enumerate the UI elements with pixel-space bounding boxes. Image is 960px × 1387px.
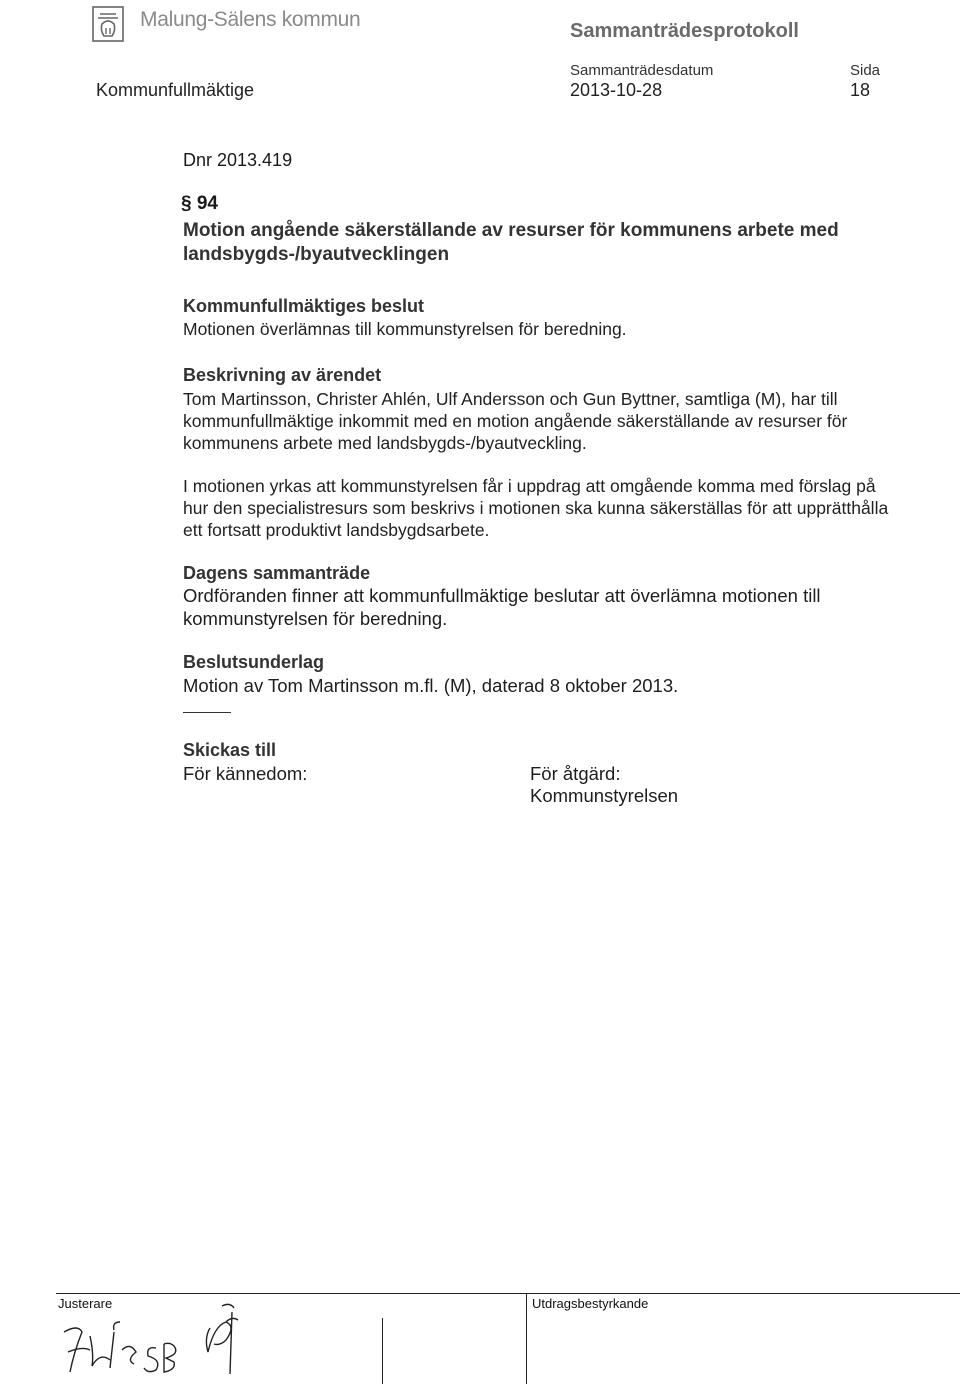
footer-rule — [56, 1293, 960, 1294]
description-heading: Beskrivning av ärendet — [183, 365, 382, 385]
for-action-recipient: Kommunstyrelsen — [530, 785, 679, 806]
meeting-heading: Dagens sammanträde — [183, 563, 371, 583]
sent-to-heading: Skickas till — [183, 740, 277, 760]
case-title: Motion angående säkerställande av resurser för kommunens arbete med landsbygds-/byautvecklingen — [183, 220, 839, 265]
municipality-name: Malung-Sälens kommun — [140, 8, 361, 31]
governing-body: Kommunfullmäktige — [96, 80, 255, 100]
meeting-text: Ordföranden finner att kommunfullmäktige beslutar att överlämna motionen till kommunstyrelsen för beredning. — [183, 585, 821, 629]
paragraph-number: § 94 — [181, 193, 218, 214]
basis-heading: Beslutsunderlag — [183, 652, 325, 672]
handwritten-signatures — [60, 1302, 270, 1384]
meeting-date: 2013-10-28 — [570, 80, 663, 100]
for-info-label: För kännedom: — [183, 763, 308, 784]
description-paragraph-2: I motionen yrkas att kommunstyrelsen får i uppdrag att omgående komma med förslag på hur den specialistresurs som beskrivs i motionen ska kunna säkerställas för att upprätthålla ett fortsatt produktivt landsbygdsarbete. — [183, 476, 889, 540]
separator-line — [183, 712, 231, 713]
decision-heading: Kommunfullmäktiges beslut — [183, 296, 425, 316]
for-action-label: För åtgärd: — [530, 763, 621, 784]
justerare-label: Justerare — [58, 1296, 113, 1311]
document-type: Sammanträdesprotokoll — [570, 20, 799, 42]
page-number: 18 — [850, 80, 871, 100]
basis-text: Motion av Tom Martinsson m.fl. (M), daterad 8 oktober 2013. — [183, 675, 679, 696]
footer-divider-1 — [382, 1318, 383, 1384]
footer-divider-2 — [526, 1294, 527, 1384]
case-number: Dnr 2013.419 — [183, 150, 293, 170]
description-paragraph-1: Tom Martinsson, Christer Ahlén, Ulf Andersson och Gun Byttner, samtliga (M), har till kommunfullmäktige inkommit med en motion angående säkerställande av resurser för kommunens arbete med landsbygds-/byautveckling. — [183, 389, 848, 453]
extract-certification-label: Utdragsbestyrkande — [532, 1296, 649, 1311]
meeting-date-label: Sammanträdesdatum — [570, 62, 714, 79]
page-label: Sida — [850, 62, 881, 79]
municipality-crest-icon — [92, 6, 132, 44]
decision-text: Motionen överlämnas till kommunstyrelsen för beredning. — [183, 319, 627, 339]
